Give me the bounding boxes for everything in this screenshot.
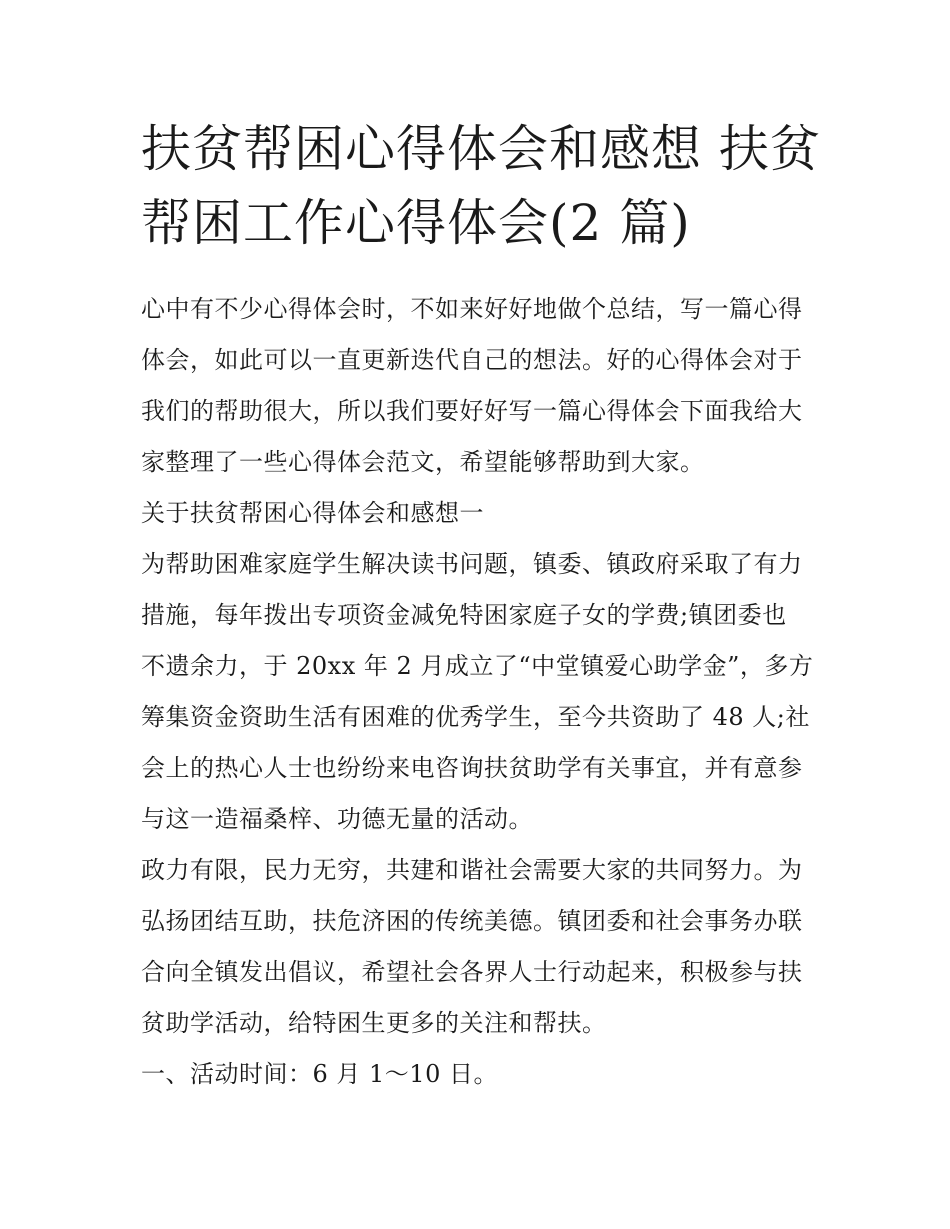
text-line: 政力有限，民力无穷，共建和谐社会需要大家的共同努力。为 (141, 856, 803, 884)
title-line: 帮困工作心得体会(2 篇) (141, 194, 691, 252)
text-line: 会上的热心人士也纷纷来电咨询扶贫助学有关事宜，并有意参 (141, 754, 803, 782)
section-heading (141, 488, 817, 539)
text-line: 措施，每年拨出专项资金减免特困家庭子女的学费;镇团委也 (141, 601, 787, 629)
list-item (141, 1049, 817, 1100)
text-line: 不遗余力，于 20xx 年 2 月成立了“中堂镇爱心助学金”，多方 (141, 652, 814, 680)
text-line: 筹集资金资助生活有困难的优秀学生，至今共资助了 48 人;社 (141, 703, 810, 731)
text-line: 合向全镇发出倡议，希望社会各界人士行动起来，积极参与扶 (141, 958, 803, 986)
text-line: 我们的帮助很大，所以我们要好好写一篇心得体会下面我给大 (141, 397, 803, 425)
text-line: 家整理了一些心得体会范文，希望能够帮助到大家。 (141, 448, 705, 476)
text-line: 关于扶贫帮困心得体会和感想一 (141, 499, 484, 527)
title-line: 扶贫帮困心得体会和感想 扶贫 (141, 120, 821, 178)
body-paragraph (141, 539, 817, 845)
document-body (141, 284, 817, 1100)
text-line: 一、活动时间：6 月 1～10 日。 (141, 1060, 498, 1088)
text-line: 与这一造福桑梓、功德无量的活动。 (141, 805, 533, 833)
text-line: 贫助学活动，给特困生更多的关注和帮扶。 (141, 1009, 607, 1037)
document-title (141, 112, 821, 260)
intro-paragraph (141, 284, 817, 488)
body-paragraph (141, 845, 817, 1049)
text-line: 弘扬团结互助，扶危济困的传统美德。镇团委和社会事务办联 (141, 907, 803, 935)
text-line: 心中有不少心得体会时，不如来好好地做个总结，写一篇心得 (141, 295, 803, 323)
document-page (141, 112, 821, 1100)
text-line: 体会，如此可以一直更新迭代自己的想法。好的心得体会对于 (141, 346, 803, 374)
text-line: 为帮助困难家庭学生解决读书问题，镇委、镇政府采取了有力 (141, 550, 803, 578)
